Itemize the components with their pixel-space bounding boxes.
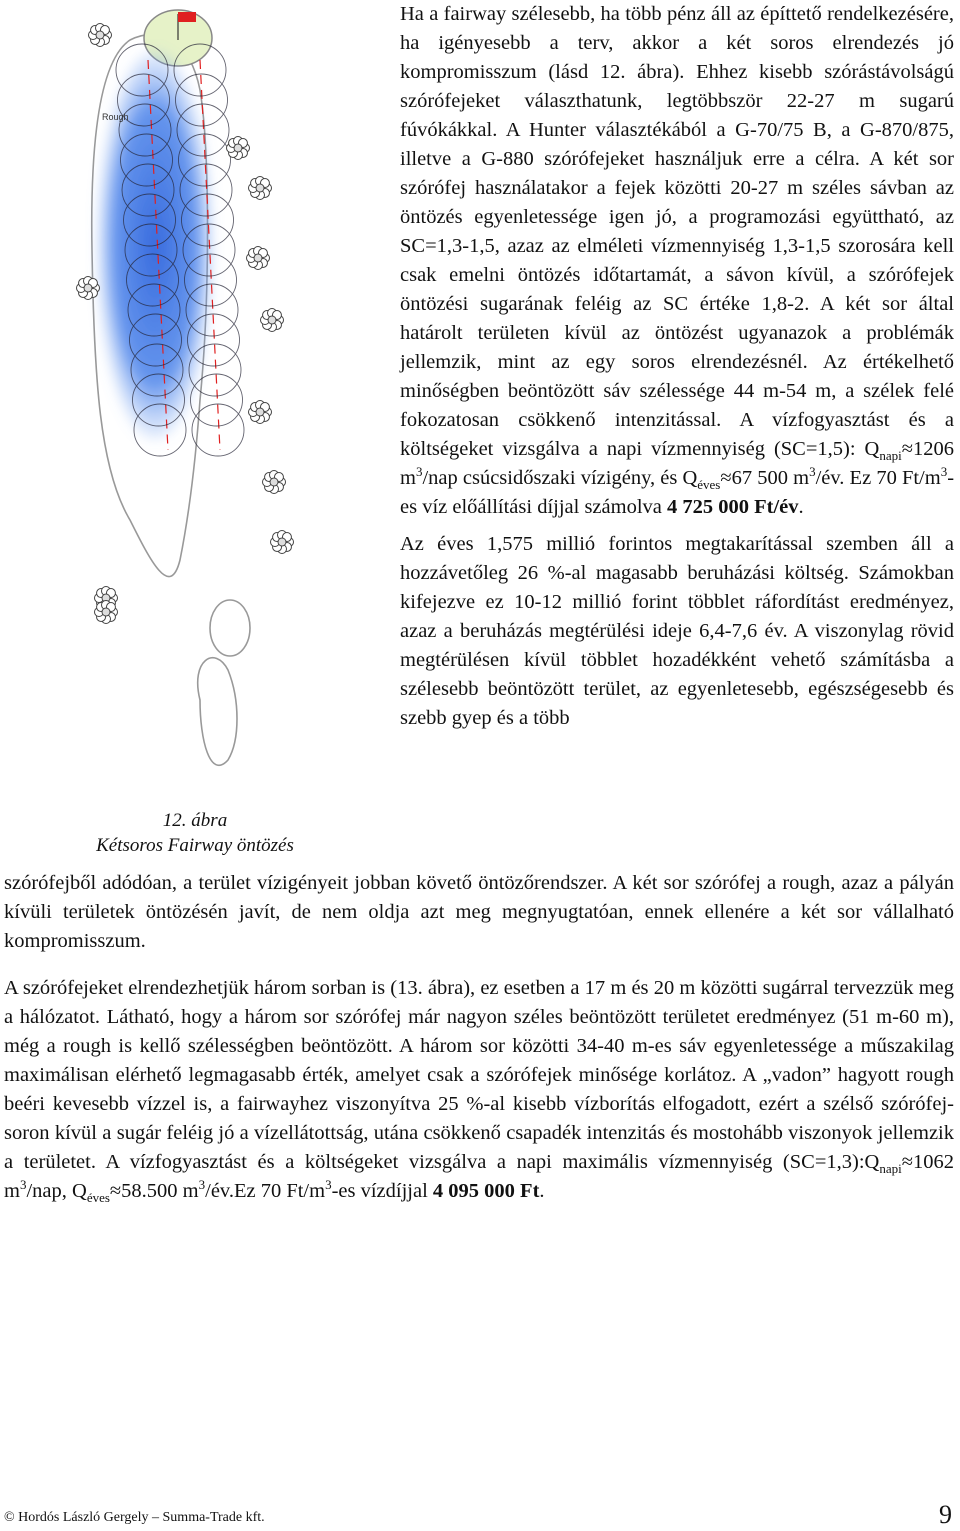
- tree-icon: [89, 24, 112, 47]
- footer-author: © Hordós László Gergely – Summa-Trade kft.: [4, 1510, 265, 1525]
- figure-caption: [40, 808, 350, 858]
- right-column-text: [400, 0, 954, 733]
- tree-icon: [271, 531, 294, 554]
- tree-icon: [249, 401, 272, 424]
- tree-icon: [263, 471, 286, 494]
- fairway-diagram: [60, 0, 390, 790]
- tree-icon: [227, 137, 250, 160]
- tree-icon: [95, 601, 118, 624]
- tee-box: [198, 658, 237, 766]
- page-number: 9: [939, 1500, 952, 1529]
- figure-number: 12. ábra: [162, 810, 228, 831]
- paragraph-2: Az éves 1,575 millió forintos megtakarítással szemben áll a hozzávetőleg 26 %-al magasabb beruházási költség. Számokban kifejezve ez 10-12 millió forint többlet ráfordítást eredményez, azaz a beruházás megtérülési ideje 6,4-7,6 év. A viszonylag rövid megtérülésen kívül többlet hozadékként vehető számításba a szélesebb beöntözött terület, az egyenletesebb, egészségesebb és szebb gyep és a több: [400, 533, 954, 729]
- paragraph-2-continued: szórófejből adódóan, a terület vízigényeit jobban követő öntözőrendszer. A két sor szórófej a rough, azaz a pályán kívüli területek öntözésén javít, de nem oldja azt meg megnyugtatóan, ennek ellenére a két sor vállalható kompromisszum.: [4, 872, 954, 952]
- tree-icon: [249, 177, 272, 200]
- rough-label: Rough: [102, 112, 129, 122]
- bunker: [210, 600, 250, 656]
- fairway-irrigation-figure: [60, 0, 390, 790]
- tree-icon: [77, 277, 100, 300]
- flag: [178, 12, 196, 22]
- paragraph-3: A szórófejeket elrendezhetjük három sorban is (13. ábra), ez esetben a 17 m és 20 m közötti sugárral tervezzük meg a hálózatot. Látható, hogy a három sor szórófej már nagyon széles beöntözött területet eredményez (51 m-60 m), még a rough is kellő szélességben beöntözött. A három sor közötti 34-40 m-es sáv egyenletessége a műszakilag maximálisan elérhető legmagasabb érték, amelyet csak a szórófejek minősége korlátoz. A „vadon” hagyott rough beéri kevesebb vízzel is, a fairwayhez viszonyítva 25 %-al kisebb vízborítás elfogadott, ezért a szélső szórófej-soron kívül a sugár feléig jó a vízellátottság, utána csökkenő csapadék intenzitás és mostohább viszonyok jellemzik a területet. A vízfogyasztást és a költségeket vizsgálva a napi maximális vízmennyiség $(SC=1,3):Q_{napi}\approx 1062$ $m^3$/nap, $Q_{éves}\approx 58.500$ $m^3/év.Ez$ 70 $Ft/m^3-es$ vízdíjjal 4 095 000 Ft.: [4, 977, 954, 1206]
- tree-icon: [261, 309, 284, 332]
- paragraph-1: Ha a fairway szélesebb, ha több pénz áll az építtető rendelkezésére, ha igényesebb a terv, akkor a két soros elrendezés jó kompromisszum (lásd 12. ábra). Ehhez kisebb szórástávolságú szórófejeket választhatunk, legtöbbször 22-27 m sugarú fúvókákkal. A Hunter választékából a G-70/75 B, a G-870/875, illetve a G-880 szórófejeket használjuk erre a célra. A két sor szórófej használatakor a fejek közötti 20-27 m széles sávban az öntözés egyenletessége igen jó, a programozási együttható, az SC=1,3-1,5, azaz az elméleti vízmennyiség 1,3-1,5 szorosára kell csak emelni öntözés időtartamát, a sávon kívül, a szórófejek öntözési sugarának feléig az SC értéke 1,8-2. A két sor által határolt területen kívül az öntözést ugyanazok a problémák jellemzik, mint az egy soros elrendezésnél. Az értékelhető minőségben beöntözött sáv szélessége 44 m-54 m, a szélek felé fokozatosan csökkenő intenzitással. A vízfogyasztást és a költségeket vizsgálva a napi vízmennyiség (SC=1,5): $Q_{napi}\approx 1206$ $m^3$/nap csúcsidőszaki vízigény, és $Q_{éves}\approx 67$ 500 $m^3/év$. Ez 70 $Ft/m^3-es$ víz előállítási díjjal számolva 4 725 000 Ft/év.: [400, 3, 955, 518]
- tree-icon: [247, 247, 270, 270]
- bottom-text: [4, 869, 954, 1206]
- figure-title: Kétsoros Fairway öntözés: [96, 835, 294, 856]
